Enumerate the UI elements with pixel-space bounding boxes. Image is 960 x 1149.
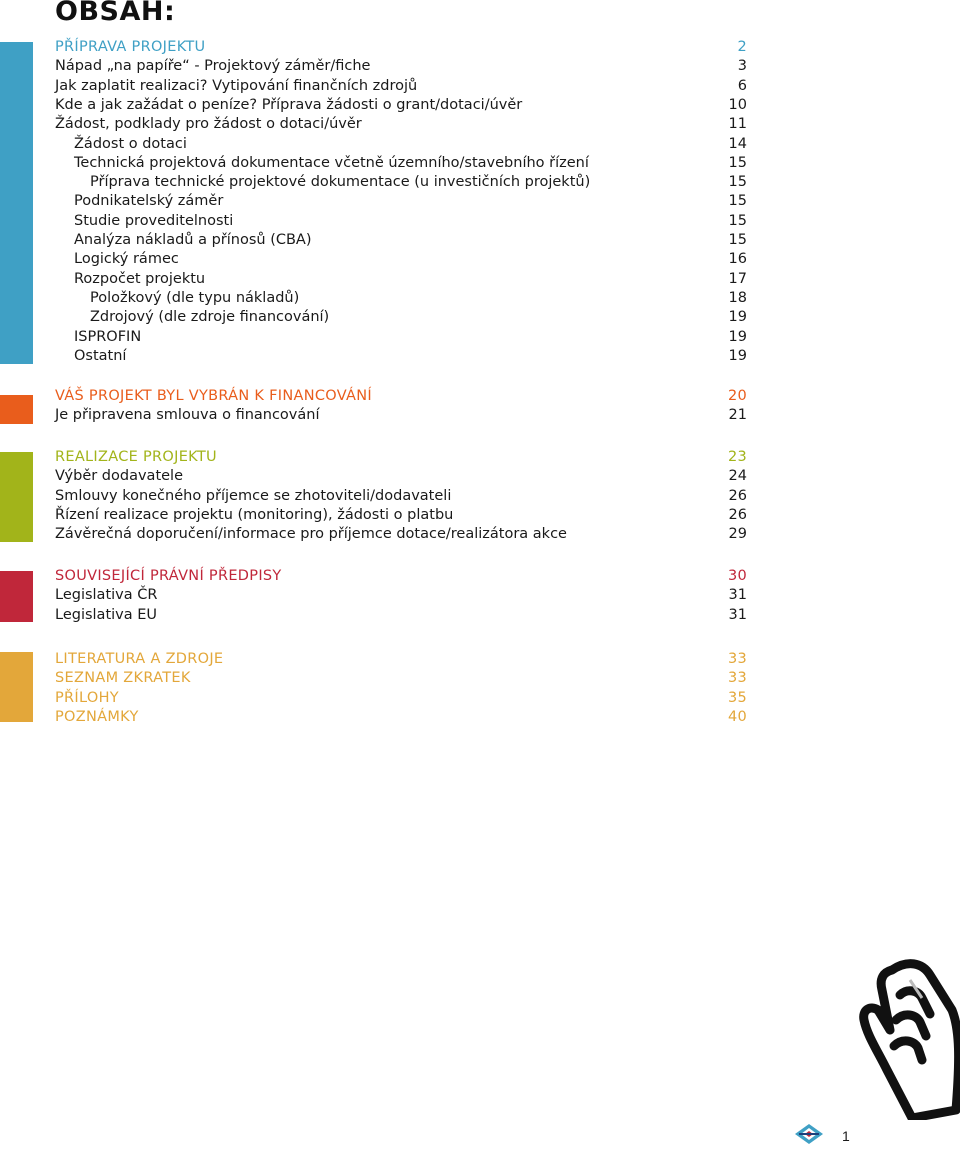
section-color-bar bbox=[0, 42, 33, 364]
toc-heading[interactable] bbox=[55, 669, 747, 688]
toc-entry-page: 17 bbox=[728, 270, 747, 287]
toc-entry-page: 40 bbox=[727, 708, 747, 725]
toc-entry-page: 26 bbox=[728, 506, 747, 523]
section-color-bar bbox=[0, 395, 33, 424]
toc-entry[interactable] bbox=[74, 212, 747, 231]
toc-entry-page: 31 bbox=[728, 587, 747, 604]
toc-entry[interactable] bbox=[55, 77, 747, 96]
toc-entry-title: Logický rámec bbox=[74, 251, 179, 268]
toc-entry-title: Je připravena smlouva o financování bbox=[55, 407, 320, 424]
toc-entry-title: Analýza nákladů a přínosů (CBA) bbox=[74, 232, 312, 248]
toc-entry-title: SOUVISEJÍCÍ PRÁVNÍ PŘEDPISY bbox=[55, 568, 282, 584]
toc-entry-title: SEZNAM ZKRATEK bbox=[55, 670, 191, 687]
toc-heading[interactable] bbox=[55, 567, 747, 586]
section-color-bar bbox=[0, 652, 33, 722]
toc-heading[interactable] bbox=[55, 708, 747, 727]
toc-entry-title: Podnikatelský záměr bbox=[74, 193, 224, 210]
toc-entry-page: 24 bbox=[728, 468, 747, 485]
toc-entry[interactable] bbox=[55, 96, 747, 115]
toc-entry-page: 23 bbox=[727, 449, 747, 465]
toc-entry[interactable] bbox=[74, 154, 747, 173]
toc-entry-page: 35 bbox=[727, 689, 747, 706]
toc-entry[interactable] bbox=[55, 57, 747, 76]
toc-entry-title: LITERATURA A ZDROJE bbox=[55, 651, 224, 667]
toc-entry-title: PŘÍLOHY bbox=[55, 689, 119, 706]
toc-entry[interactable] bbox=[74, 192, 747, 211]
toc-entry-title: Řízení realizace projektu (monitoring), žádosti o platbu bbox=[55, 506, 454, 523]
toc-heading[interactable] bbox=[55, 448, 747, 467]
toc-entry-page: 21 bbox=[728, 407, 747, 424]
page-number: 1 bbox=[842, 1128, 850, 1144]
diamond-logo-icon bbox=[793, 1122, 825, 1146]
toc-entry-title: Příprava technické projektové dokumentace (u investičních projektů) bbox=[90, 174, 591, 191]
toc-entry-page: 3 bbox=[737, 58, 747, 75]
toc-entry[interactable] bbox=[90, 289, 747, 308]
toc-entry-page: 19 bbox=[728, 309, 747, 326]
toc-entry-page: 16 bbox=[728, 251, 747, 268]
toc-entry-title: Ostatní bbox=[74, 347, 127, 364]
toc-entry-title: Studie proveditelnosti bbox=[74, 212, 234, 229]
toc-entry[interactable] bbox=[55, 525, 747, 544]
toc-entry-page: 6 bbox=[737, 77, 747, 94]
toc-entry-page: 10 bbox=[728, 96, 747, 113]
toc-entry-title: Legislativa EU bbox=[55, 606, 158, 623]
toc-entry-title: Zdrojový (dle zdroje financování) bbox=[90, 309, 330, 326]
toc-entry-page: 19 bbox=[728, 347, 747, 364]
toc-entry[interactable] bbox=[55, 506, 747, 525]
toc-entry-title: Technická projektová dokumentace včetně územního/stavebního řízení bbox=[74, 154, 589, 171]
toc-entry-page: 15 bbox=[728, 193, 747, 210]
toc-entry-page: 30 bbox=[727, 568, 747, 584]
toc-entry[interactable] bbox=[55, 487, 747, 506]
toc-entry-page: 18 bbox=[728, 289, 747, 306]
toc-entry[interactable] bbox=[90, 308, 747, 327]
toc-entry-title: Legislativa ČR bbox=[55, 587, 158, 604]
toc-entry-page: 19 bbox=[728, 328, 747, 345]
toc-entry[interactable] bbox=[74, 328, 747, 347]
toc-entry[interactable] bbox=[74, 135, 747, 154]
toc-entry-title: Nápad „na papíře“ - Projektový záměr/fiche bbox=[55, 58, 371, 75]
toc-entry-page: 20 bbox=[727, 388, 747, 404]
toc-entry-title: Položkový (dle typu nákladů) bbox=[90, 289, 300, 306]
toc-entry-title: Závěrečná doporučení/informace pro příjemce dotace/realizátora akce bbox=[55, 526, 567, 543]
toc-entry-title: Žádost, podklady pro žádost o dotaci/úvěr bbox=[55, 116, 362, 133]
toc-heading[interactable] bbox=[55, 38, 747, 57]
toc-entry[interactable] bbox=[55, 115, 747, 134]
toc-entry-page: 15 bbox=[728, 174, 747, 191]
toc-entry-title: PŘÍPRAVA PROJEKTU bbox=[55, 39, 206, 55]
toc-entry-page: 31 bbox=[728, 606, 747, 623]
toc-entry-page: 33 bbox=[727, 670, 747, 687]
toc-entry-title: REALIZACE PROJEKTU bbox=[55, 449, 217, 465]
toc-heading[interactable] bbox=[55, 650, 747, 669]
toc-entry-title: Kde a jak zažádat o peníze? Příprava žádosti o grant/dotaci/úvěr bbox=[55, 96, 523, 113]
toc-heading[interactable] bbox=[55, 387, 747, 406]
page-title: OBSAH: bbox=[55, 0, 176, 27]
toc-entry[interactable] bbox=[74, 347, 747, 366]
toc-entry[interactable] bbox=[55, 406, 747, 425]
toc-entry-page: 33 bbox=[727, 651, 747, 667]
toc-entry[interactable] bbox=[74, 250, 747, 269]
toc-entry-title: Výběr dodavatele bbox=[55, 468, 183, 485]
toc-entry-title: Rozpočet projektu bbox=[74, 270, 206, 287]
pointing-hand-icon bbox=[852, 950, 960, 1120]
toc-entry-page: 29 bbox=[728, 526, 747, 543]
toc-entry-page: 15 bbox=[728, 212, 747, 229]
toc-entry[interactable] bbox=[74, 270, 747, 289]
toc-entry-title: POZNÁMKY bbox=[55, 708, 139, 725]
toc-entry[interactable] bbox=[55, 606, 747, 625]
toc-entry-page: 26 bbox=[728, 487, 747, 504]
toc-entry-title: Jak zaplatit realizaci? Vytipování finančních zdrojů bbox=[55, 77, 418, 94]
toc-entry-title: Smlouvy konečného příjemce se zhotoviteli/dodavateli bbox=[55, 487, 452, 504]
toc-entry-page: 14 bbox=[728, 135, 747, 152]
section-color-bar bbox=[0, 452, 33, 542]
toc-entry[interactable] bbox=[74, 231, 747, 250]
toc-entry-page: 15 bbox=[728, 154, 747, 171]
toc-entry[interactable] bbox=[55, 586, 747, 605]
toc-entry-page: 11 bbox=[728, 116, 747, 133]
toc-entry-page: 2 bbox=[737, 39, 747, 55]
toc-entry-title: ISPROFIN bbox=[74, 328, 142, 345]
toc-entry-page: 15 bbox=[728, 232, 747, 248]
toc-entry[interactable] bbox=[55, 467, 747, 486]
toc-heading[interactable] bbox=[55, 689, 747, 708]
toc-entry[interactable] bbox=[90, 173, 747, 192]
toc-entry-title: VÁŠ PROJEKT BYL VYBRÁN K FINANCOVÁNÍ bbox=[55, 388, 372, 404]
section-color-bar bbox=[0, 571, 33, 622]
toc-entry-title: Žádost o dotaci bbox=[74, 135, 187, 152]
